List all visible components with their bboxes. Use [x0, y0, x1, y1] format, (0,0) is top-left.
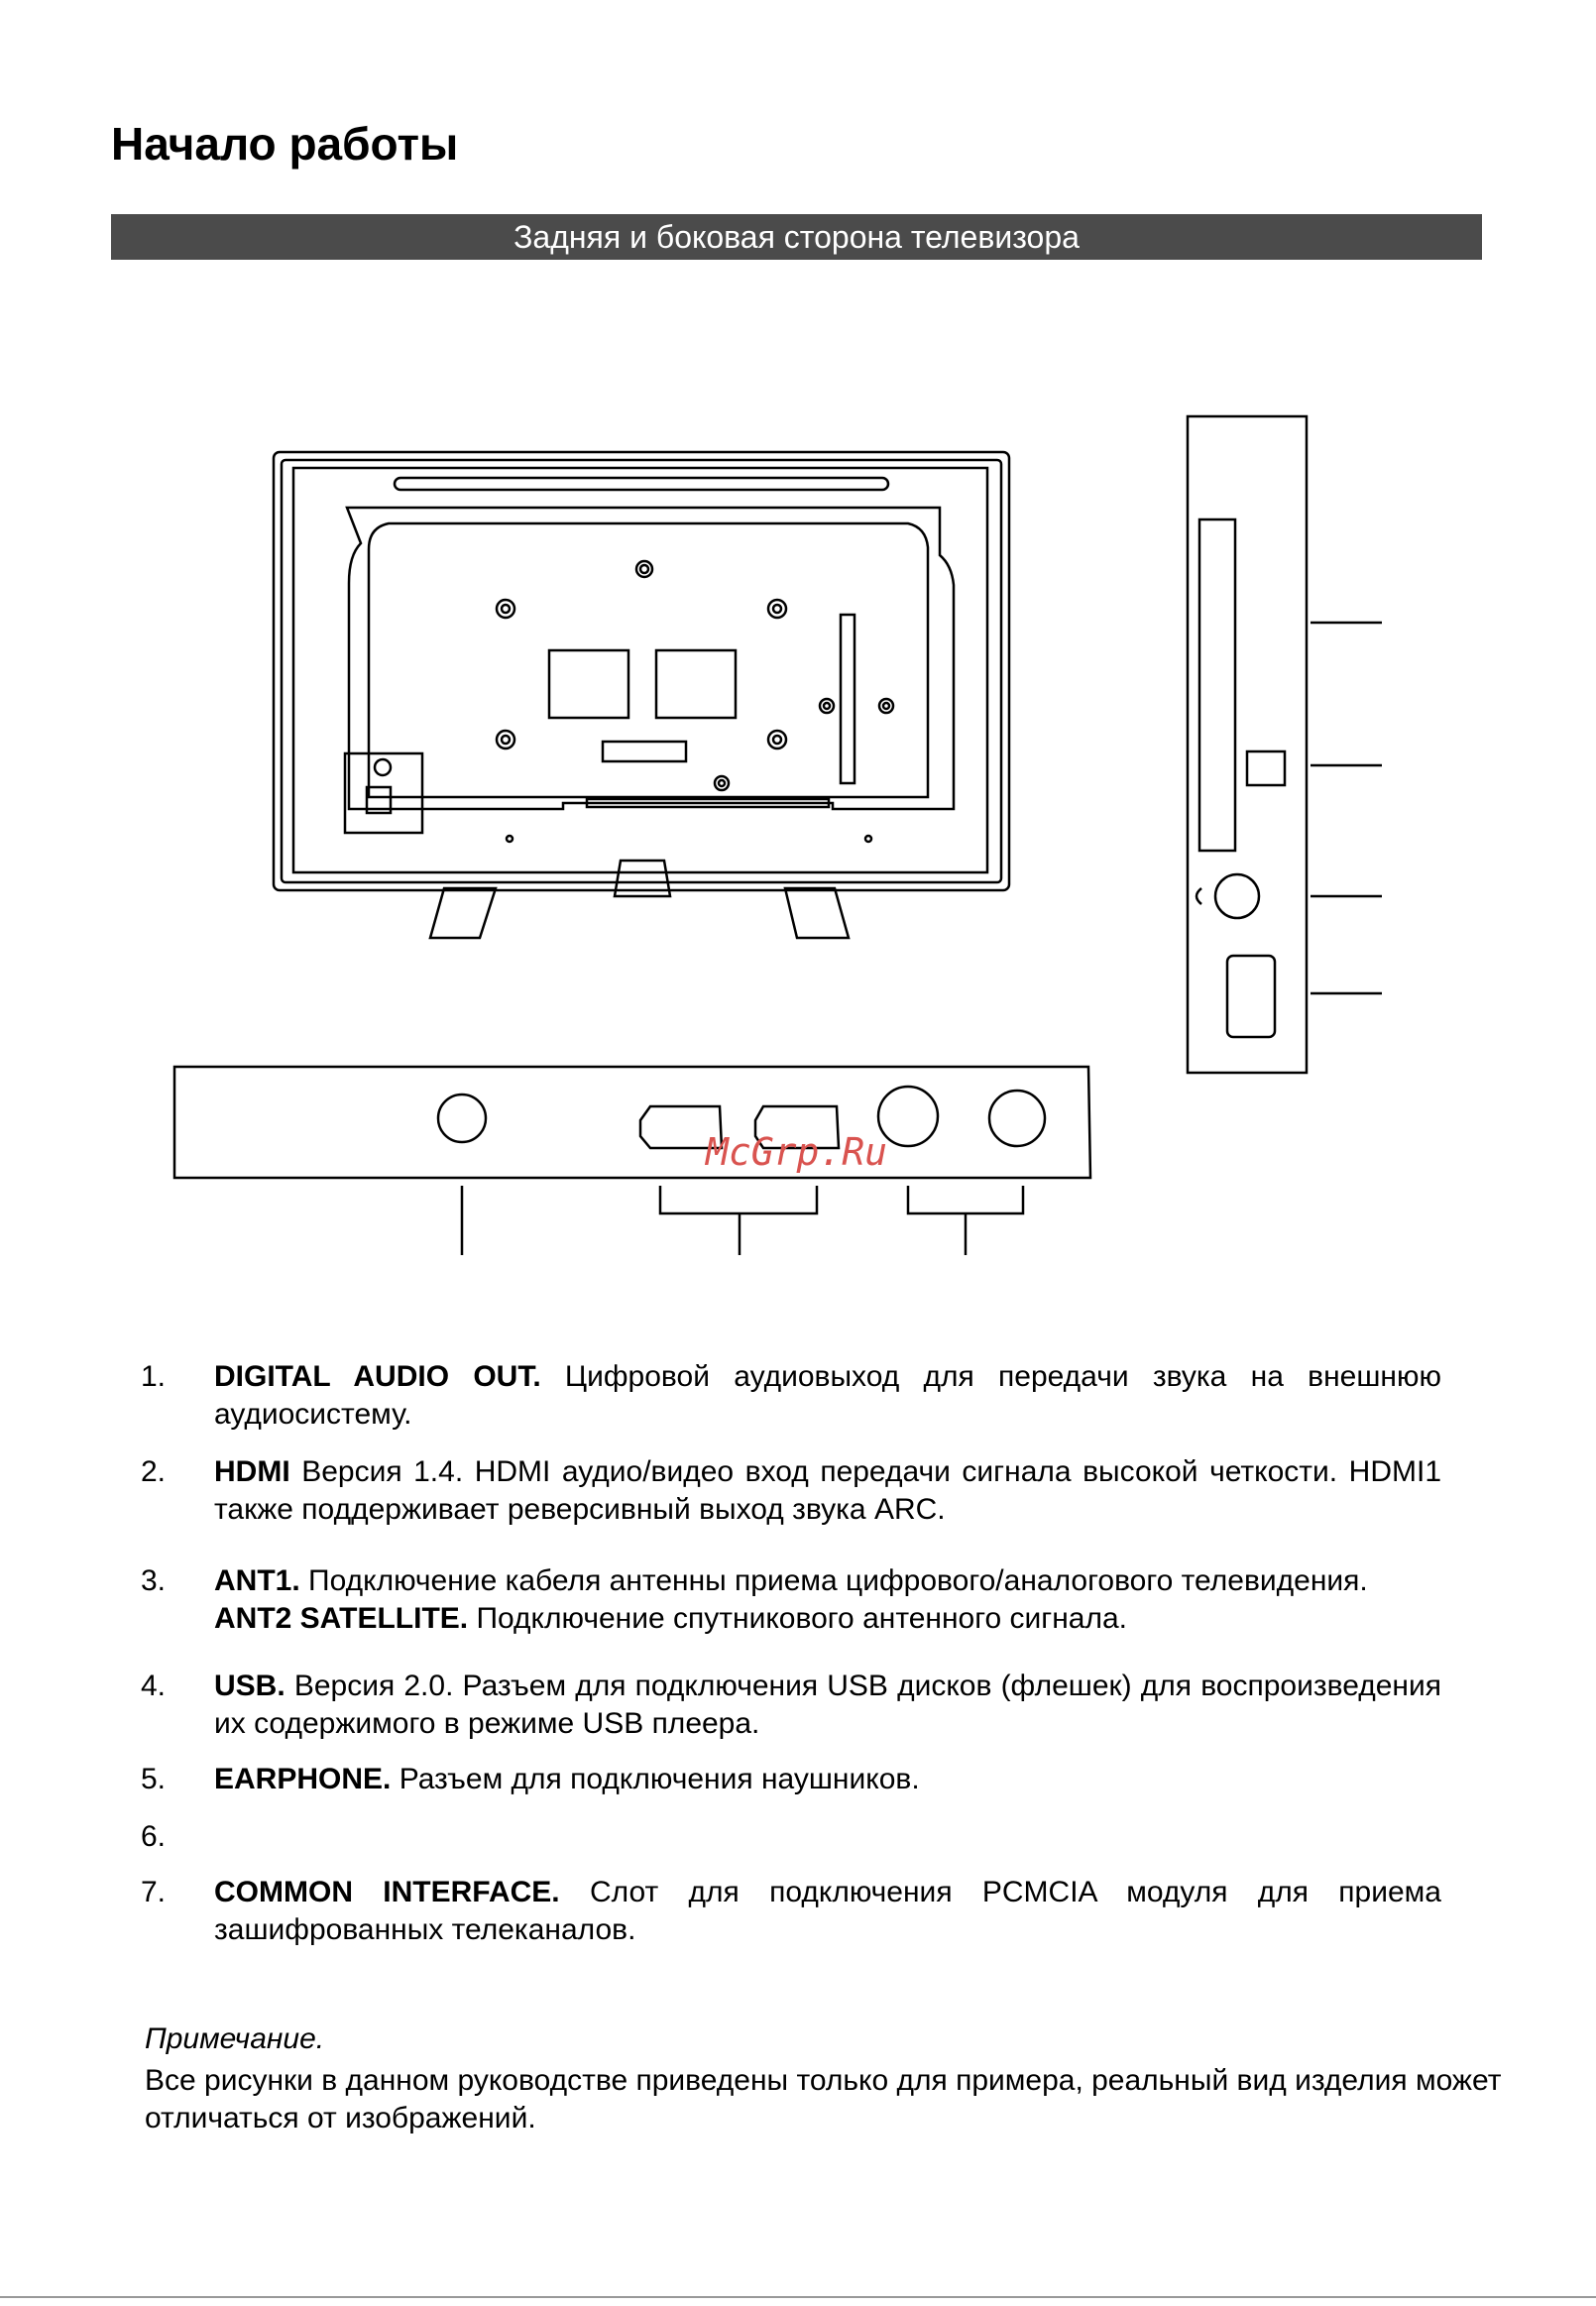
- item-title: HDMI: [214, 1455, 290, 1488]
- note-title: Примечание.: [145, 2022, 325, 2055]
- item-text: Цифровой аудиовыход для передачи звука на внешнюю аудиосистему.: [214, 1360, 1441, 1431]
- item-text-2: Подключение спутникового антенного сигнала.: [468, 1602, 1128, 1635]
- item-number: 3.: [141, 1564, 167, 1597]
- item-text: Версия 1.4. HDMI аудио/видео вход передачи сигнала высокой четкости. HDMI1 также поддерживает реверсивный выход звука ARC.: [214, 1455, 1441, 1526]
- item-number: 7.: [141, 1876, 167, 1908]
- note-text: Все рисунки в данном руководстве приведены только для примера, реальный вид изделия может отличаться от изображений.: [145, 2064, 1502, 2134]
- item-text: Подключение кабеля антенны приема цифрового/аналогового телевидения.: [299, 1564, 1368, 1597]
- item-title: COMMON INTERFACE.: [214, 1876, 560, 1908]
- tv-back-view: [274, 452, 1009, 938]
- item-title: USB.: [214, 1670, 285, 1702]
- item-number: 5.: [141, 1763, 167, 1795]
- item-text: Слот для подключения PCMCIA модуля для приема зашифрованных телеканалов.: [214, 1876, 1441, 1946]
- item-text: Версия 2.0. Разъем для подключения USB дисков (флешек) для воспроизведения их содержимого в режиме USB плеера.: [214, 1670, 1441, 1740]
- item-number: 4.: [141, 1670, 167, 1702]
- item-title: DIGITAL AUDIO OUT.: [214, 1360, 541, 1393]
- item-title-2: ANT2 SATELLITE.: [214, 1602, 469, 1635]
- item-number: 1.: [141, 1360, 167, 1393]
- watermark: McGrp.Ru: [706, 1130, 888, 1174]
- divider: [0, 2296, 1596, 2298]
- tv-bottom-view: [174, 1067, 1090, 1255]
- section-header: Задняя и боковая сторона телевизора: [111, 214, 1482, 260]
- item-text: Разъем для подключения наушников.: [391, 1763, 920, 1795]
- tv-side-view: [1188, 416, 1382, 1073]
- item-title: EARPHONE.: [214, 1763, 392, 1795]
- item-title: ANT1.: [214, 1564, 300, 1597]
- item-number: 6.: [141, 1820, 167, 1853]
- item-number: 2.: [141, 1455, 167, 1488]
- page-title: Начало работы: [111, 118, 459, 170]
